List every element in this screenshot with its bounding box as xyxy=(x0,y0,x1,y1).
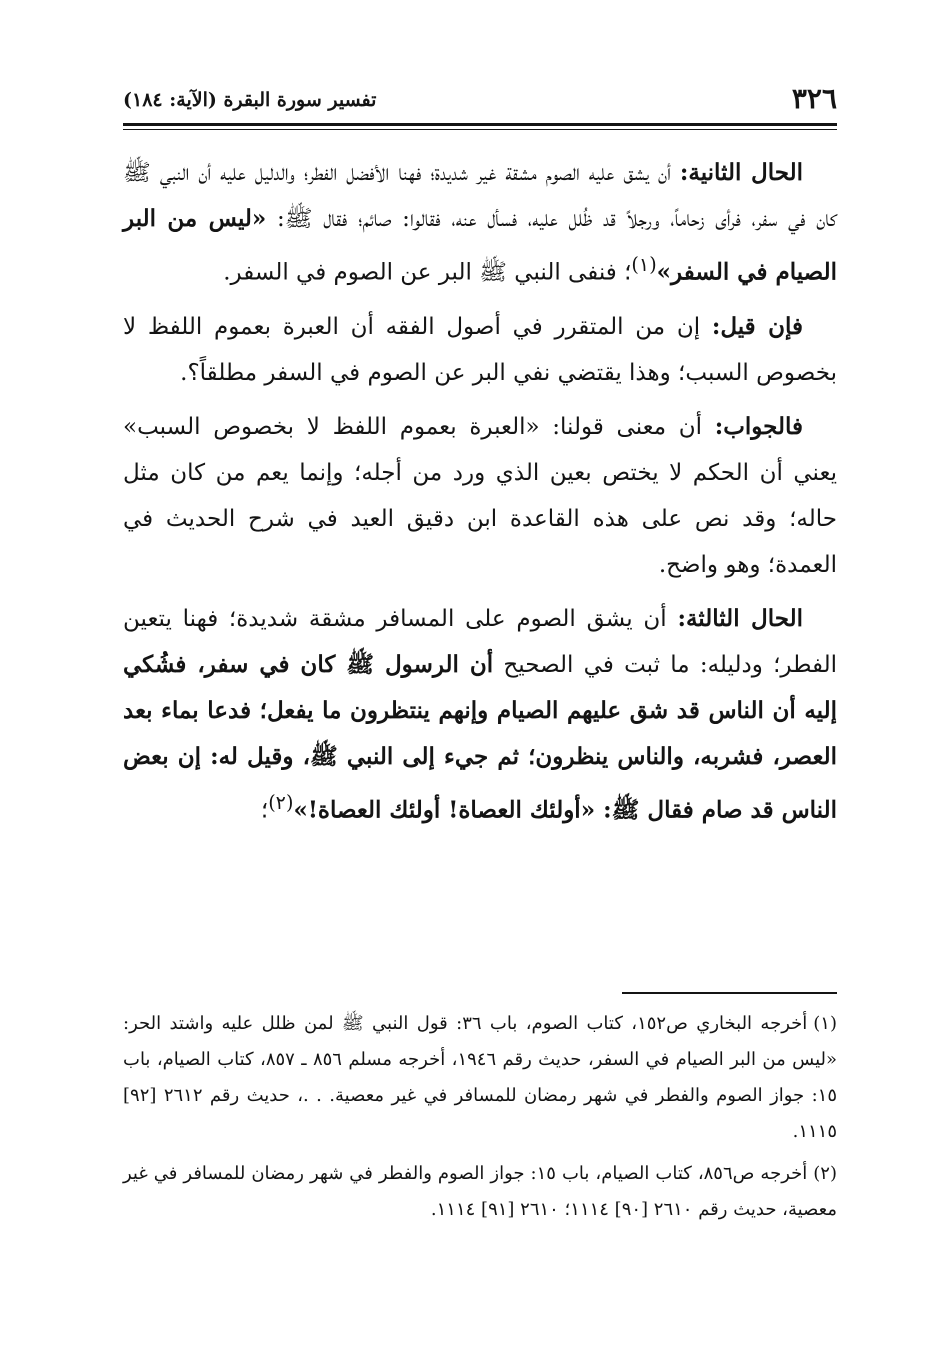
paragraph-text: إن من المتقرر في أصول الفقه أن العبرة بعموم اللفظ لا بخصوص السبب؛ وهذا يقتضي نفي البر عن الصوم في السفر مطلقاً؟. xyxy=(123,313,837,386)
footnote-item xyxy=(123,1006,837,1150)
footnote-number: (٢) xyxy=(813,1163,837,1184)
paragraph-lead: فإن قيل: xyxy=(711,312,803,340)
page-header xyxy=(123,80,837,122)
footnote-text: أخرجه البخاري ص١٥٢، كتاب الصوم، باب ٣٦: قول النبي ﷺ لمن ظلل عليه واشتد الحر: «ليس من البر الصيام في السفر، حديث رقم ١٩٤٦، أخرجه مسلم ٨٥٦ ـ ٨٥٧، كتاب الصيام، باب ١٥: جواز الصوم والفطر في شهر رمضان للمسافر في غير معصية. . .، حديث رقم ٢٦١٢ [٩٢] ١١١٥. xyxy=(123,1013,838,1142)
paragraph-text: أن معنى قولنا: «العبرة بعموم اللفظ لا بخصوص السبب» يعني أن الحكم لا يختص بعين الذي ورد من أجله؛ وإنما يعم من كان مثل حاله؛ وقد نص على هذه القاعدة ابن دقيق العيد في شرح الحديث في العمدة؛ وهو واضح. xyxy=(123,413,837,578)
page-number: ٣٢٦ xyxy=(791,82,837,115)
footnote-separator xyxy=(622,992,837,994)
header-rule-thin xyxy=(123,129,837,130)
hadith-quote: «ليس من البر الصيام في السفر» xyxy=(123,205,837,286)
header-rule-thick xyxy=(123,123,837,126)
paragraph-lead: الحال الثالثة: xyxy=(677,604,803,632)
hadith-quote: أن الرسول ﷺ كان في سفر، فشُكي إليه أن الناس قد شق عليهم الصيام وإنهم ينتظرون ما يفعل؛ فدعا بماء بعد العصر، فشربه، والناس ينظرون؛ ثم جيء إلى النبي ﷺ، وقيل له: إن بعض الناس قد صام فقال ﷺ: «أولئك العصاة! أولئك العصاة!» xyxy=(123,650,837,824)
paragraph-text: ؛ فنفى النبي ﷺ البر عن الصوم في السفر. xyxy=(223,259,632,286)
paragraph-lead: الحال الثانية: xyxy=(679,159,804,186)
paragraph-answer xyxy=(123,404,837,588)
footnote-item xyxy=(123,1156,837,1228)
footnote-ref: (١) xyxy=(631,253,657,276)
paragraph-text: أن يشق الصوم على المسافر مشقة شديدة؛ فهنا يتعين الفطر؛ ودليله: ما ثبت في الصحيح xyxy=(123,605,838,678)
paragraph-lead: فالجواب: xyxy=(714,412,803,440)
footnote-ref: (٢) xyxy=(268,790,294,814)
main-text xyxy=(123,150,837,841)
footnote-text: أخرجه ص٨٥٦، كتاب الصيام، باب ١٥: جواز الصوم والفطر في شهر رمضان للمسافر في غير معصية، حديث رقم ٢٦١٠ [٩٠] ١١١٤؛ ٢٦١٠ [٩١] ١١١٤. xyxy=(123,1163,837,1220)
running-title: تفسير سورة البقرة (الآية: ١٨٤) xyxy=(123,89,377,111)
footnote-number: (١) xyxy=(813,1013,837,1034)
paragraph-second-case xyxy=(123,150,837,296)
paragraph-third-case xyxy=(123,596,837,834)
footnotes xyxy=(123,1006,837,1234)
paragraph-objection xyxy=(123,304,837,396)
paragraph-text: أن يشق عليه الصوم مشقة غير شديدة؛ فهنا الأفضل الفطر؛ والدليل عليه أن النبي ﷺ كان في سفر، فرأى زحاماً، ورجلاً قد ظُلل عليه، فسأل عنه، فقالوا: صائم؛ فقال ﷺ: xyxy=(123,160,837,232)
paragraph-text: ؛ xyxy=(260,797,269,824)
